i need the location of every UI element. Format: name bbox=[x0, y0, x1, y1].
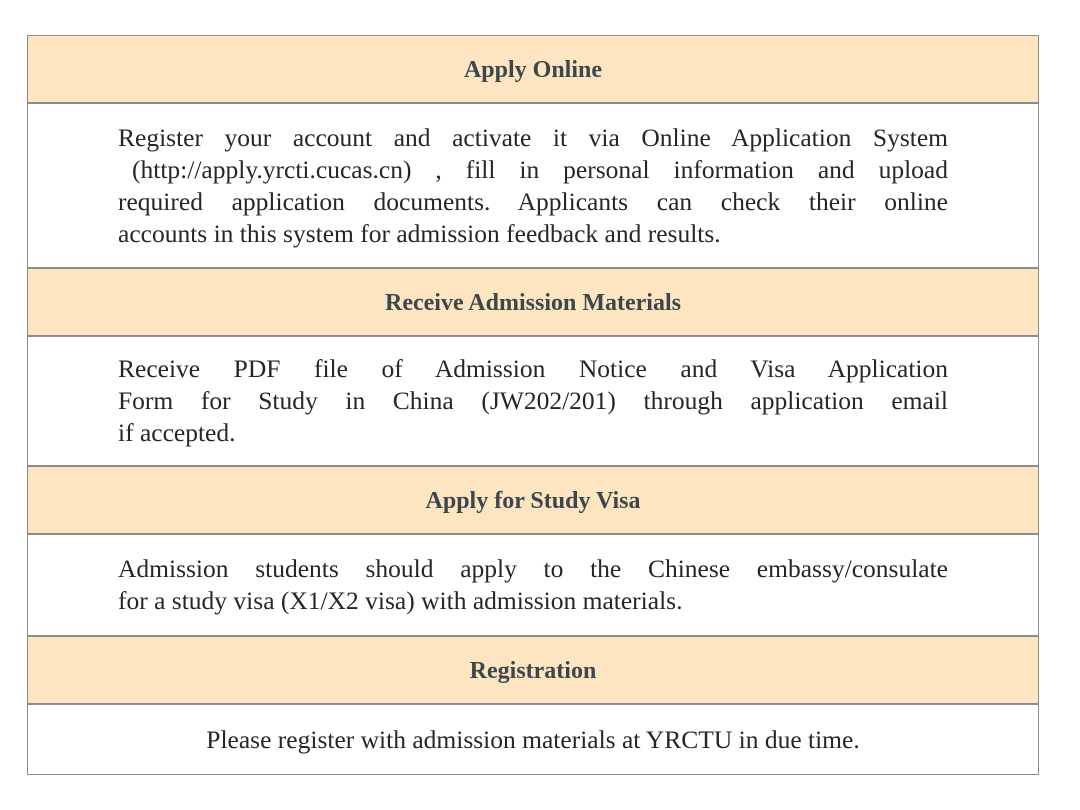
admission-steps-table bbox=[27, 35, 1039, 775]
step-body-apply-for-study-visa bbox=[28, 535, 1038, 637]
step-body-receive-admission-materials bbox=[28, 337, 1038, 467]
step-text-line: required application documents. Applicants can check their online bbox=[118, 186, 948, 216]
step-body-apply-online bbox=[28, 104, 1038, 269]
step-text-line: Receive PDF file of Admission Notice and Visa Application bbox=[118, 354, 948, 383]
step-header-receive-admission-materials: Receive Admission Materials bbox=[28, 269, 1038, 337]
step-header-registration: Registration bbox=[28, 637, 1038, 705]
step-text-line: Form for Study in China (JW202/201) through application email bbox=[118, 386, 948, 415]
step-header-apply-online: Apply Online bbox=[28, 36, 1038, 104]
step-text-line: if accepted. bbox=[118, 418, 236, 447]
step-text-line: accounts in this system for admission feedback and results. bbox=[118, 218, 721, 248]
step-text-line: for a study visa (X1/X2 visa) with admission materials. bbox=[118, 586, 683, 615]
step-text-line: Register your account and activate it via Online Application System bbox=[118, 122, 948, 152]
step-text-line: Please register with admission materials at YRCTU in due time. bbox=[206, 724, 860, 754]
step-header-apply-for-study-visa: Apply for Study Visa bbox=[28, 467, 1038, 535]
step-text-line: (http://apply.yrcti.cucas.cn) , fill in personal information and upload bbox=[132, 154, 948, 184]
step-body-registration bbox=[28, 705, 1038, 774]
step-text-line: Admission students should apply to the Chinese embassy/consulate bbox=[118, 554, 948, 583]
